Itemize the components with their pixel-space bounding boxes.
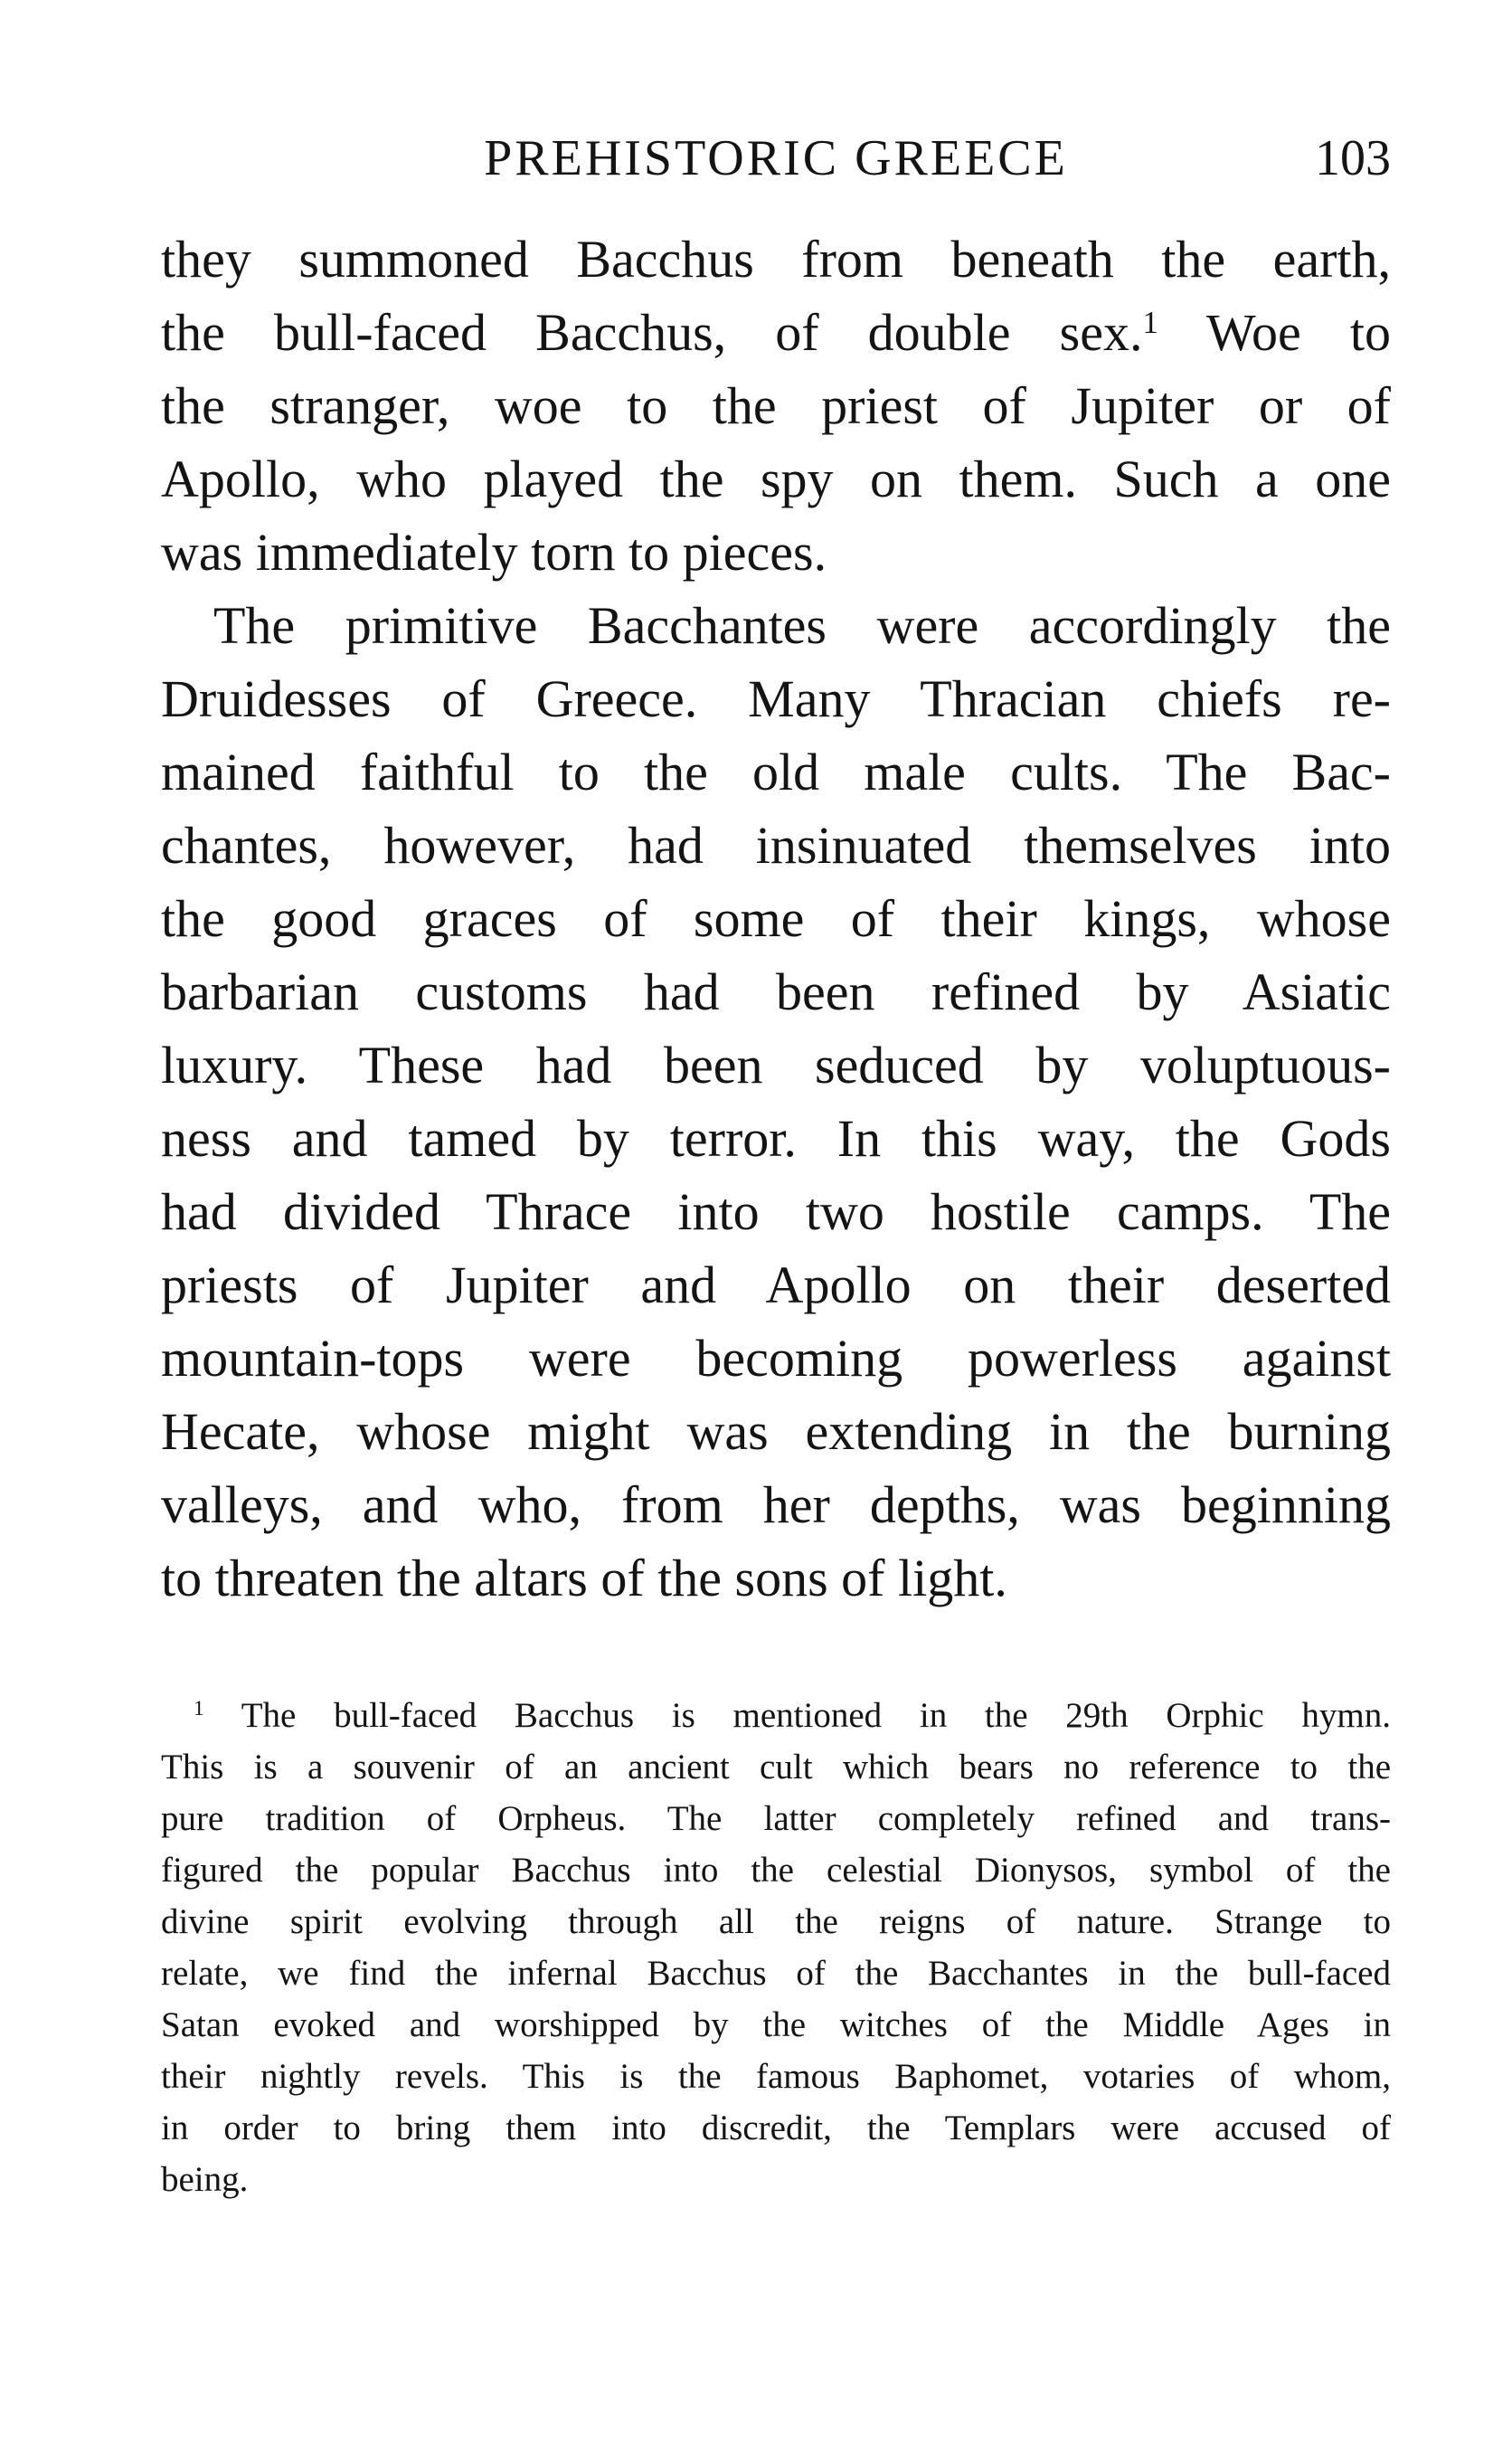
text-line: ness and tamed by terror. In this way, the Gods xyxy=(161,1109,1391,1168)
text-line-part: the bull-faced Bacchus, of double sex. xyxy=(161,303,1143,362)
footnote-line: Satan evoked and worshipped by the witches of the Middle Ages in xyxy=(161,2005,1391,2044)
text-line: was immediately torn to pieces. xyxy=(161,523,827,582)
footnote-line: their nightly revels. This is the famous Baphomet, votaries of whom, xyxy=(161,2057,1391,2096)
footnote-line: relate, we find the infernal Bacchus of the Bacchantes in the bull-faced xyxy=(161,1954,1391,1993)
text-line: priests of Jupiter and Apollo on their deserted xyxy=(161,1256,1391,1314)
footnote-line: being. xyxy=(161,2160,249,2199)
text-line: The primitive Bacchantes were accordingly the xyxy=(213,596,1391,655)
text-line-with-footnote-ref xyxy=(161,296,1391,369)
footnote-line-text: The bull-faced Bacchus is mentioned in the 29th Orphic hymn. xyxy=(203,1696,1391,1735)
text-line: to threaten the altars of the sons of light. xyxy=(161,1549,1007,1607)
footnote-reference: 1 xyxy=(1142,304,1158,340)
text-line: mountain-tops were becoming powerless against xyxy=(161,1329,1391,1388)
page-number: 103 xyxy=(1315,130,1391,186)
text-line: barbarian customs had been refined by Asiatic xyxy=(161,962,1391,1021)
text-line: Druidesses of Greece. Many Thracian chiefs re- xyxy=(161,669,1391,728)
running-head xyxy=(161,127,1391,190)
body-text xyxy=(161,223,1391,1615)
footnote-line: figured the popular Bacchus into the celestial Dionysos, symbol of the xyxy=(161,1851,1391,1890)
footnote-marker: 1 xyxy=(194,1697,204,1721)
text-line-part: Woe to xyxy=(1158,303,1391,362)
footnote-line: pure tradition of Orpheus. The latter completely refined and trans- xyxy=(161,1799,1391,1838)
text-line: luxury. These had been seduced by voluptuous- xyxy=(161,1036,1391,1095)
footnote-line xyxy=(161,1690,1391,1741)
text-line: the good graces of some of their kings, whose xyxy=(161,889,1391,948)
text-line: chantes, however, had insinuated themselves into xyxy=(161,816,1391,875)
running-title: PREHISTORIC GREECE xyxy=(484,130,1068,186)
text-line: Hecate, whose might was extending in the burning xyxy=(161,1402,1391,1461)
footnote-line: divine spirit evolving through all the reigns of nature. Strange to xyxy=(161,1902,1391,1941)
text-line: they summoned Bacchus from beneath the earth, xyxy=(161,230,1391,289)
footnote xyxy=(161,1690,1391,2205)
text-line: mained faithful to the old male cults. The Bac- xyxy=(161,743,1391,801)
text-line: had divided Thrace into two hostile camps. The xyxy=(161,1182,1391,1241)
footnote-line: in order to bring them into discredit, the Templars were accused of xyxy=(161,2109,1391,2147)
text-line: the stranger, woe to the priest of Jupiter or of xyxy=(161,376,1391,435)
text-line: Apollo, who played the spy on them. Such a one xyxy=(161,450,1391,508)
footnote-line: This is a souvenir of an ancient cult which bears no reference to the xyxy=(161,1748,1391,1786)
text-line: valleys, and who, from her depths, was beginning xyxy=(161,1475,1391,1534)
